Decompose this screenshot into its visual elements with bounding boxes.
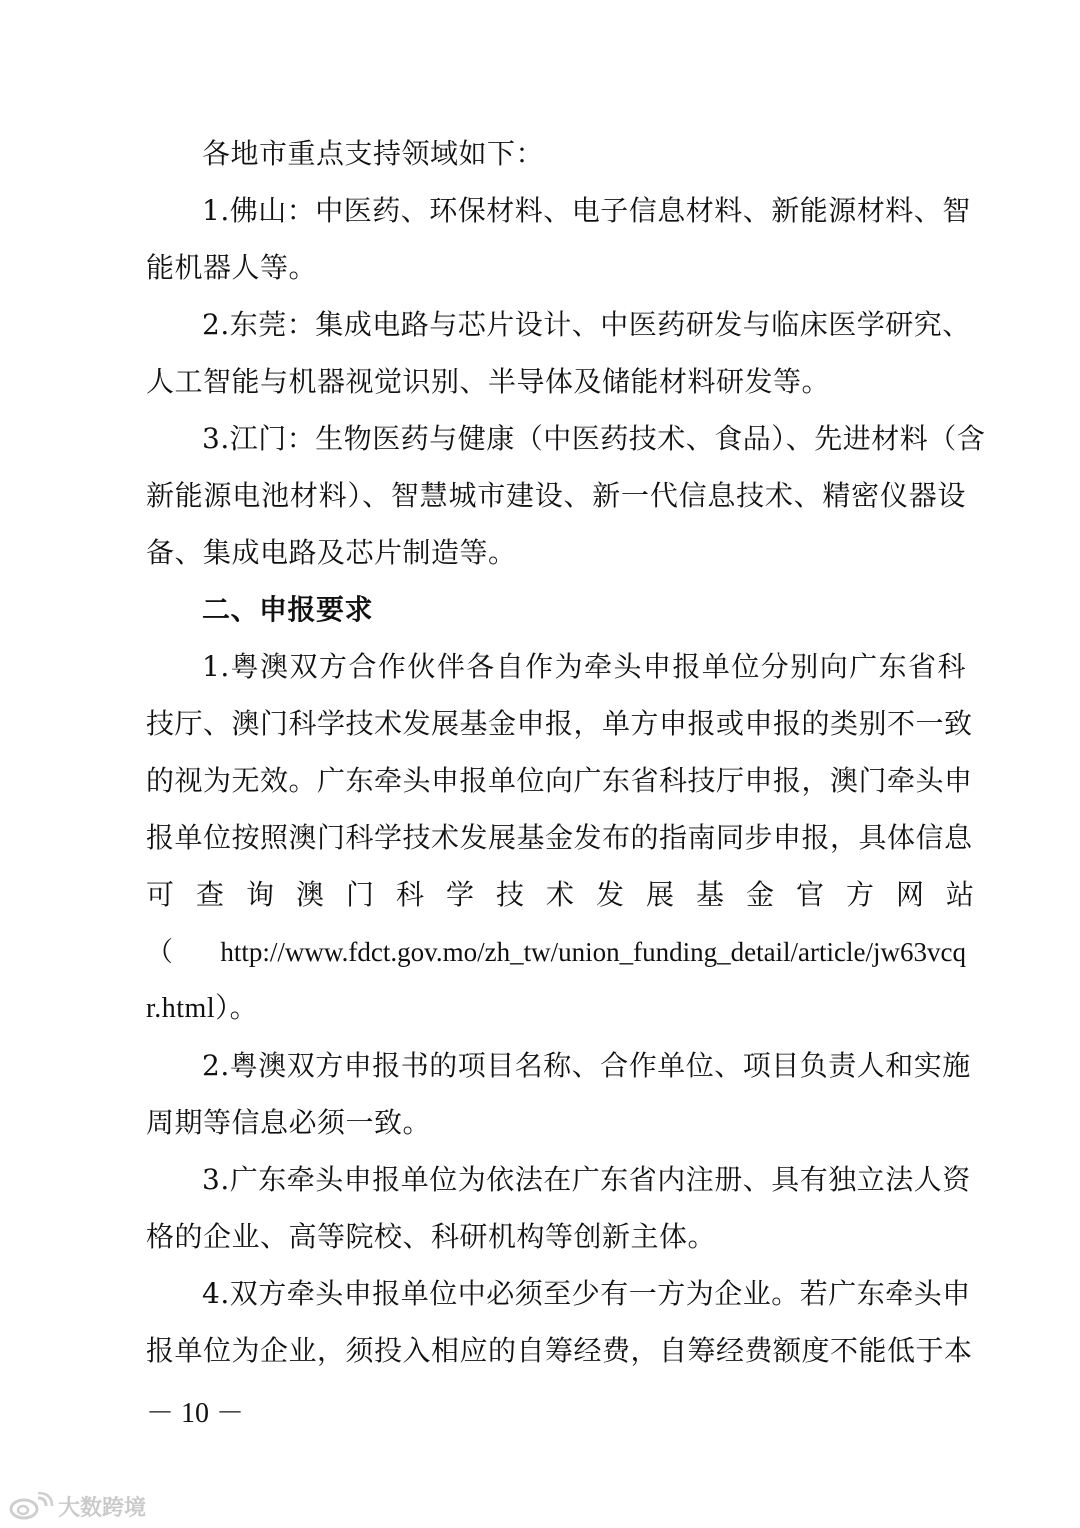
watermark-text: 大数跨境 [58, 1495, 147, 1521]
text-line: 4.双方牵头申报单位中必须至少有一方为企业。若广东牵头申 [202, 1277, 971, 1310]
url-line: （http://www.fdct.gov.mo/zh_tw/union_funding_detail/article/jw63vcq [146, 937, 966, 967]
text-line: 3.江门：生物医药与健康（中医药技术、食品）、先进材料（含 [202, 422, 986, 455]
text-line: 能机器人等。 [146, 251, 318, 284]
text-line: 2.粤澳双方申报书的项目名称、合作单位、项目负责人和实施 [202, 1049, 971, 1082]
text-line: 2.东莞：集成电路与芯片设计、中医药研发与临床医学研究、 [202, 308, 971, 341]
text-line: 的视为无效。广东牵头申报单位向广东省科技厅申报，澳门牵头申 [146, 764, 973, 797]
watermark [8, 1490, 146, 1522]
text-line: 技厅、澳门科学技术发展基金申报，单方申报或申报的类别不一致 [146, 707, 973, 740]
page-number: － 10 － [146, 1398, 245, 1429]
text-line: 人工智能与机器视觉识别、半导体及储能材料研发等。 [146, 365, 831, 398]
text-line: 1.粤澳双方合作伙伴各自作为牵头申报单位分别向广东省科 [202, 650, 966, 683]
text-line: 新能源电池材料）、智慧城市建设、新一代信息技术、精密仪器设 [146, 479, 966, 512]
text-line: 周期等信息必须一致。 [146, 1106, 432, 1139]
text-line: 1.佛山：中医药、环保材料、电子信息材料、新能源材料、智 [202, 194, 971, 227]
text-line: 备、集成电路及芯片制造等。 [146, 536, 517, 569]
text-line: r.html）。 [146, 993, 259, 1024]
text-line: 格的企业、高等院校、科研机构等创新主体。 [146, 1220, 717, 1253]
text-line: 各地市重点支持领域如下： [202, 137, 545, 170]
section-heading: 二、申报要求 [202, 593, 374, 626]
text-line: 报单位为企业，须投入相应的自筹经费，自筹经费额度不能低于本 [146, 1334, 973, 1367]
weibo-logo-icon [8, 1492, 54, 1520]
text-line: 报单位按照澳门科学技术发展基金发布的指南同步申报，具体信息 [146, 821, 973, 854]
text-line: 可查询澳门科学技术发展基金官方网站 [146, 878, 997, 911]
text-line: 3.广东牵头申报单位为依法在广东省内注册、具有独立法人资 [202, 1163, 971, 1196]
